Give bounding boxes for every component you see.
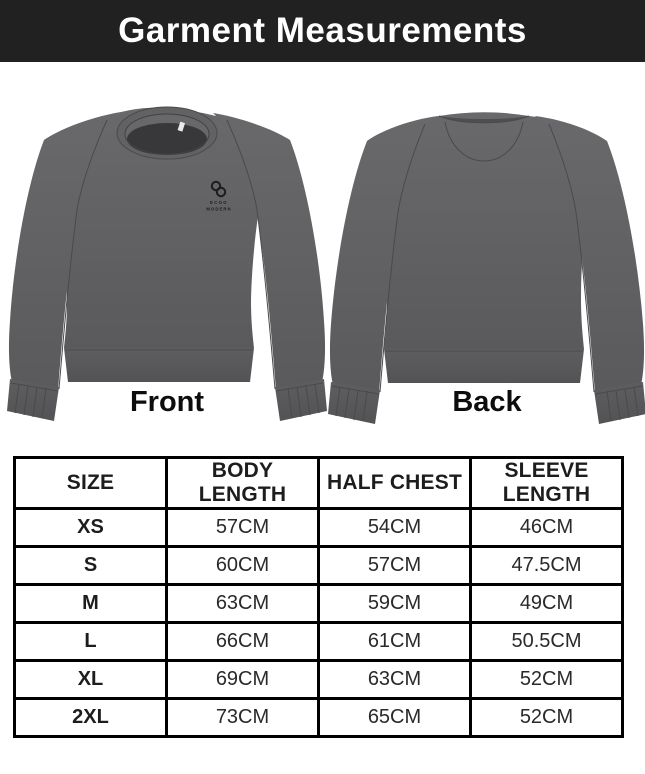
back-hem-band — [384, 349, 584, 383]
col-header-size: SIZE — [15, 458, 167, 509]
table-row — [15, 509, 623, 547]
brand-text-line1: ECOO — [210, 200, 228, 205]
col-header-half-chest: HALF CHEST — [319, 458, 471, 509]
size-cell: S — [15, 547, 167, 585]
measurement-cell: 60CM — [167, 547, 319, 585]
measurement-cell: 73CM — [167, 699, 319, 737]
measurement-cell: 46CM — [471, 509, 623, 547]
front-collar — [117, 107, 217, 159]
size-cell: XS — [15, 509, 167, 547]
measurement-cell: 65CM — [319, 699, 471, 737]
measurement-table — [13, 456, 624, 738]
table-row — [15, 585, 623, 623]
page-header — [0, 0, 645, 62]
size-cell: 2XL — [15, 699, 167, 737]
sweatshirt-back-image — [321, 86, 645, 434]
measurement-cell: 57CM — [319, 547, 471, 585]
measurement-cell: 59CM — [319, 585, 471, 623]
measurement-cell: 63CM — [319, 661, 471, 699]
measurement-table-header — [15, 458, 623, 509]
garment-back-view — [321, 86, 645, 434]
measurement-cell: 50.5CM — [471, 623, 623, 661]
col-header-body-length: BODY LENGTH — [167, 458, 319, 509]
front-label: Front — [129, 386, 205, 418]
table-row — [15, 699, 623, 737]
back-label: Back — [452, 386, 522, 418]
table-row — [15, 623, 623, 661]
measurement-cell: 61CM — [319, 623, 471, 661]
measurement-cell: 57CM — [167, 509, 319, 547]
measurement-cell: 47.5CM — [471, 547, 623, 585]
size-cell: XL — [15, 661, 167, 699]
measurement-cell: 52CM — [471, 661, 623, 699]
measurement-cell: 63CM — [167, 585, 319, 623]
table-row — [15, 547, 623, 585]
garment-front-view — [1, 86, 333, 434]
measurement-cell: 54CM — [319, 509, 471, 547]
table-header-row — [15, 458, 623, 509]
measurement-cell: 49CM — [471, 585, 623, 623]
measurement-cell: 69CM — [167, 661, 319, 699]
brand-text-line2: MODERN — [206, 206, 232, 212]
table-row — [15, 661, 623, 699]
garment-views — [0, 86, 645, 436]
size-cell: M — [15, 585, 167, 623]
front-hem-band — [64, 348, 254, 382]
size-cell: L — [15, 623, 167, 661]
page-title: Garment Measurements — [118, 11, 527, 50]
sweatshirt-front-image — [1, 86, 333, 434]
measurement-cell: 52CM — [471, 699, 623, 737]
measurement-cell: 66CM — [167, 623, 319, 661]
col-header-sleeve-length: SLEEVE LENGTH — [471, 458, 623, 509]
